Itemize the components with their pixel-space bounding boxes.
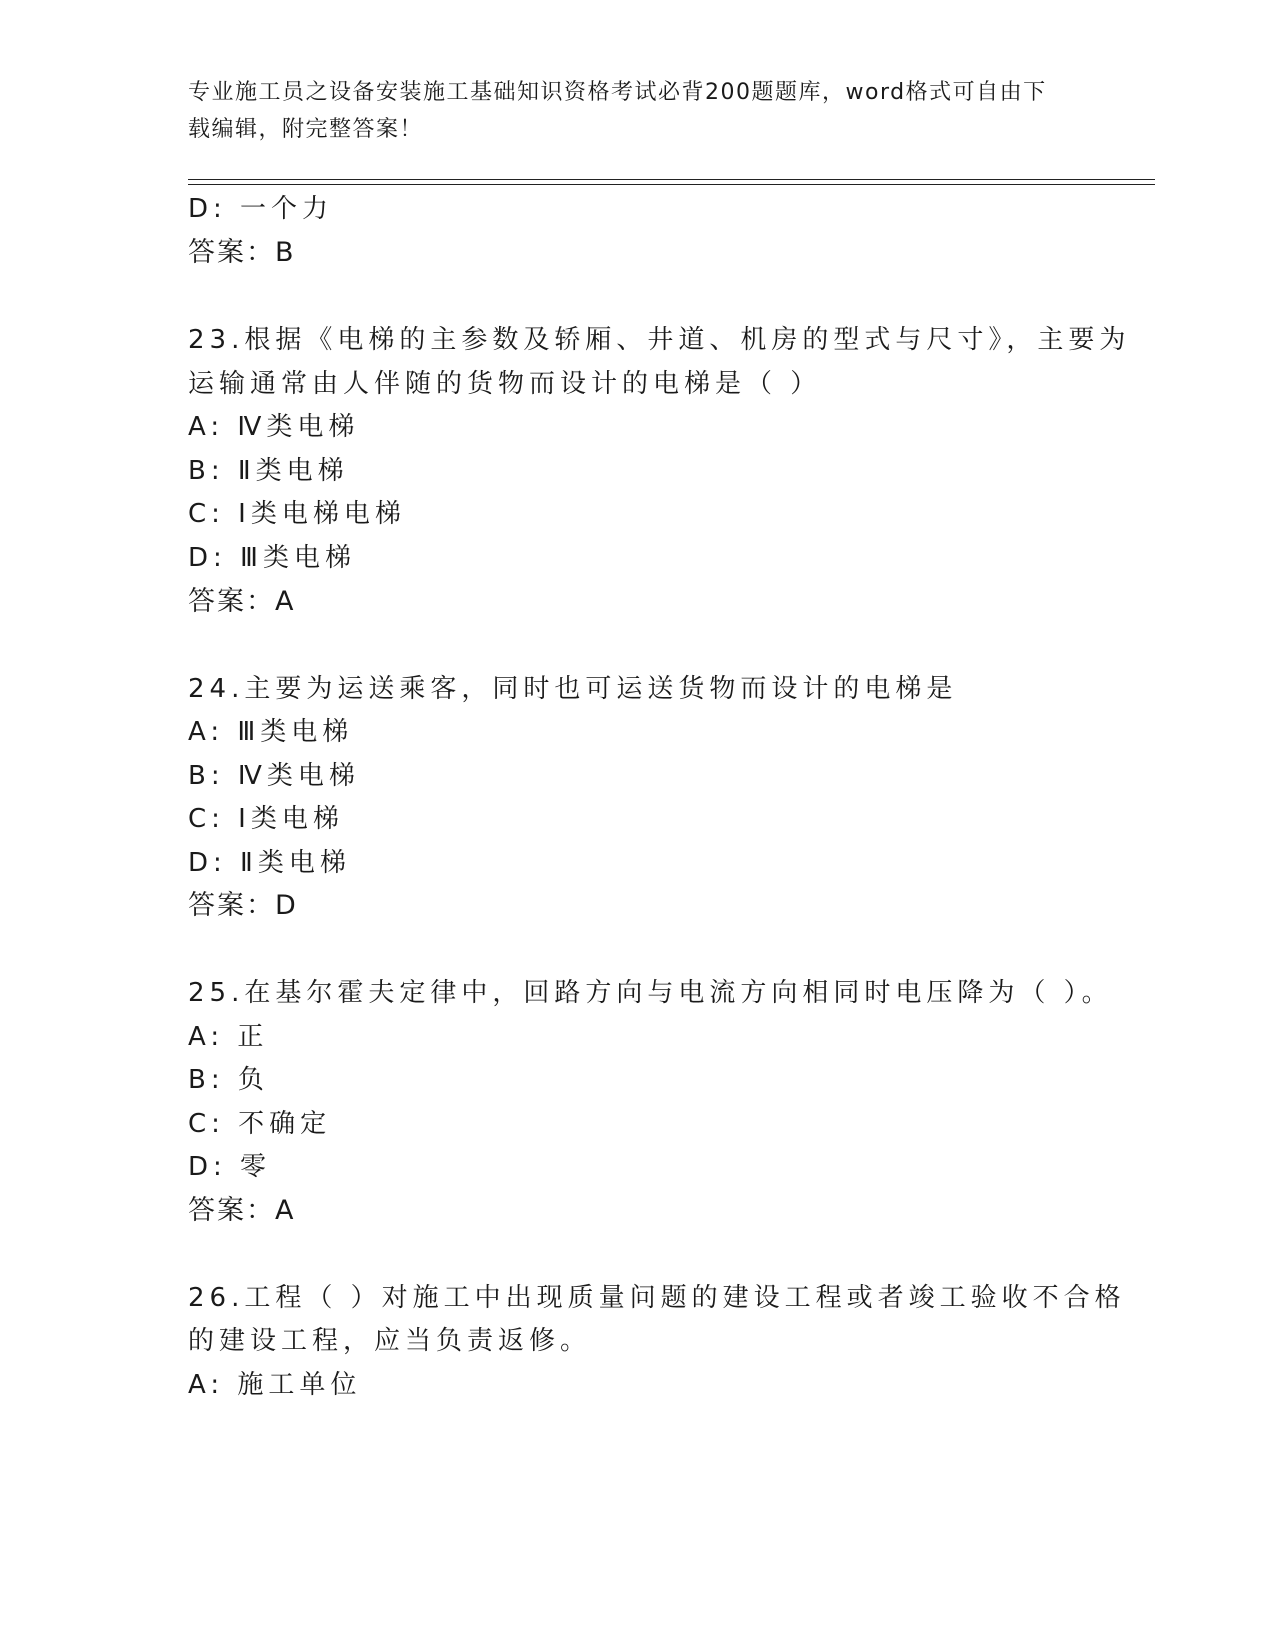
question-25-option-a: A: 正: [188, 1022, 269, 1052]
prev-question-answer: 答案：B: [188, 237, 296, 268]
question-23-option-a: A: Ⅳ类电梯: [188, 412, 360, 442]
question-24-option-d: D: Ⅱ类电梯: [188, 848, 351, 878]
question-25-answer: 答案：A: [188, 1195, 296, 1226]
question-25-option-b: B: 负: [188, 1065, 269, 1095]
question-24-stem-line1: 24.主要为运送乘客，同时也可运送货物而设计的电梯是: [188, 674, 958, 704]
question-23-option-b: B: Ⅱ类电梯: [188, 456, 349, 486]
question-26-stem-line1: 26.工程（ ）对施工中出现质量问题的建设工程或者竣工验收不合格: [188, 1283, 1126, 1313]
question-26-option-a: A: 施工单位: [188, 1370, 362, 1400]
question-25-option-d: D: 零: [188, 1152, 272, 1182]
question-24-option-b: B: Ⅳ类电梯: [188, 761, 360, 791]
question-23-option-d: D: Ⅲ类电梯: [188, 543, 356, 573]
question-24-option-c: C: Ⅰ类电梯: [188, 804, 344, 834]
question-23-stem-line2: 运输通常由人伴随的货物而设计的电梯是（ ）: [188, 369, 822, 399]
question-23-stem-line1: 23.根据《电梯的主参数及轿厢、井道、机房的型式与尺寸》，主要为: [188, 325, 1131, 355]
question-23-answer: 答案：A: [188, 586, 296, 617]
header-divider-bottom: [188, 184, 1155, 185]
question-23-option-c: C: Ⅰ类电梯电梯: [188, 499, 406, 529]
header-divider-top: [188, 179, 1155, 180]
question-25-stem-line1: 25.在基尔霍夫定律中，回路方向与电流方向相同时电压降为（ ）。: [188, 978, 1113, 1008]
question-24-option-a: A: Ⅲ类电梯: [188, 717, 354, 747]
question-24-answer: 答案：D: [188, 890, 298, 921]
document-header: 专业施工员之设备安装施工基础知识资格考试必背200题题库，word格式可自由下载编辑，附完整答案！: [188, 80, 1047, 142]
prev-question-option-d: D: 一个力: [188, 194, 334, 224]
question-25-option-c: C: 不确定: [188, 1109, 332, 1139]
question-26-stem-line2: 的建设工程，应当负责返修。: [188, 1326, 592, 1356]
